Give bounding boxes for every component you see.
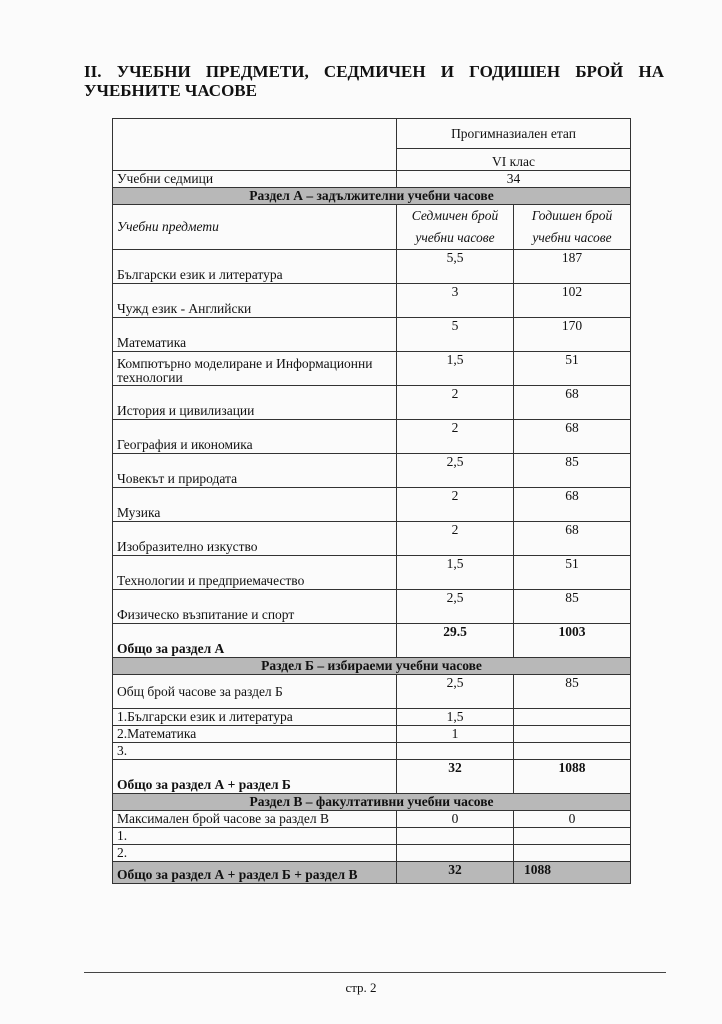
- total-abc-row: [113, 862, 631, 884]
- b-item-weekly: [397, 743, 514, 760]
- subject-name: Човекът и природата: [113, 454, 397, 488]
- subject-weekly: 5: [397, 318, 514, 352]
- table-row: [113, 454, 631, 488]
- table-row: [113, 522, 631, 556]
- column-header-row: [113, 205, 631, 250]
- total-abc-label: Общо за раздел А + раздел Б + раздел В: [113, 862, 397, 884]
- subject-weekly: 2: [397, 420, 514, 454]
- subject-weekly: 5,5: [397, 250, 514, 284]
- subject-weekly: 3: [397, 284, 514, 318]
- total-abc-weekly: 32: [397, 862, 514, 884]
- table-row: [113, 743, 631, 760]
- b-item-name: 2.Математика: [113, 726, 397, 743]
- subject-name: Технологии и предприемачество: [113, 556, 397, 590]
- subject-weekly: 2,5: [397, 454, 514, 488]
- subject-annual: 51: [514, 556, 631, 590]
- total-b-hours-weekly: 2,5: [397, 675, 514, 709]
- table-row: [113, 488, 631, 522]
- empty-cell: [397, 828, 514, 845]
- heading-line-1: II. УЧЕБНИ ПРЕДМЕТИ, СЕДМИЧЕН И ГОДИШЕН БРОЙ НА: [84, 62, 664, 81]
- section-b-title: Раздел Б – избираеми учебни часове: [113, 658, 631, 675]
- col-weekly-header: Седмичен брой учебни часове: [397, 205, 514, 250]
- subject-weekly: 2: [397, 488, 514, 522]
- section-a-row: [113, 188, 631, 205]
- c-item-name: 1.: [113, 828, 397, 845]
- col-subjects-header: Учебни предмети: [113, 205, 397, 250]
- subject-name: Изобразително изкуство: [113, 522, 397, 556]
- total-a-label: Общо за раздел А: [113, 624, 397, 658]
- total-ab-row: [113, 760, 631, 794]
- empty-cell: [514, 828, 631, 845]
- subject-weekly: 2: [397, 386, 514, 420]
- table-row: [113, 250, 631, 284]
- subject-name: Математика: [113, 318, 397, 352]
- b-item-annual: [514, 709, 631, 726]
- table-row: [113, 726, 631, 743]
- subject-weekly: 2,5: [397, 590, 514, 624]
- table-row: [113, 284, 631, 318]
- section-c-title: Раздел В – факултативни учебни часове: [113, 794, 631, 811]
- subject-name: География и икономика: [113, 420, 397, 454]
- subject-annual: 85: [514, 590, 631, 624]
- subject-name: Чужд език - Английски: [113, 284, 397, 318]
- curriculum-table: [112, 118, 631, 884]
- subject-annual: 51: [514, 352, 631, 386]
- subject-name: Български език и литература: [113, 250, 397, 284]
- subject-name: Музика: [113, 488, 397, 522]
- table-row: [113, 420, 631, 454]
- total-ab-label: Общо за раздел А + раздел Б: [113, 760, 397, 794]
- col-annual-header: Годишен брой учебни часове: [514, 205, 631, 250]
- total-a-weekly: 29.5: [397, 624, 514, 658]
- subject-annual: 187: [514, 250, 631, 284]
- b-item-weekly: 1,5: [397, 709, 514, 726]
- subject-weekly: 2: [397, 522, 514, 556]
- page-number: стр. 2: [345, 980, 377, 995]
- c-item-name: 2.: [113, 845, 397, 862]
- max-c-weekly: 0: [397, 811, 514, 828]
- empty-header-cell: [113, 119, 397, 171]
- weeks-label: Учебни седмици: [113, 171, 397, 188]
- b-item-name: 3.: [113, 743, 397, 760]
- weeks-value: 34: [397, 171, 631, 188]
- total-b-hours-label: Общ брой часове за раздел Б: [113, 675, 397, 709]
- table-row: [113, 828, 631, 845]
- b-item-annual: [514, 726, 631, 743]
- section-a-title: Раздел А – задължителни учебни часове: [113, 188, 631, 205]
- max-c-row: [113, 811, 631, 828]
- total-a-row: [113, 624, 631, 658]
- subject-annual: 68: [514, 420, 631, 454]
- subject-annual: 68: [514, 522, 631, 556]
- section-c-row: [113, 794, 631, 811]
- total-ab-weekly: 32: [397, 760, 514, 794]
- subject-annual: 68: [514, 386, 631, 420]
- table-row-stage: [113, 119, 631, 149]
- max-c-annual: 0: [514, 811, 631, 828]
- table-row-weeks: [113, 171, 631, 188]
- subject-annual: 85: [514, 454, 631, 488]
- b-item-weekly: 1: [397, 726, 514, 743]
- table-row: [113, 386, 631, 420]
- table-row: [113, 556, 631, 590]
- subject-annual: 170: [514, 318, 631, 352]
- subject-annual: 68: [514, 488, 631, 522]
- table-row: [113, 318, 631, 352]
- table-row: [113, 352, 631, 386]
- empty-cell: [397, 845, 514, 862]
- table-row: [113, 709, 631, 726]
- table-row: [113, 590, 631, 624]
- stage-cell: Прогимназиален етап: [397, 119, 631, 149]
- total-b-hours-row: [113, 675, 631, 709]
- total-b-hours-annual: 85: [514, 675, 631, 709]
- subject-name: Компютърно моделиране и Информационни технологии: [113, 352, 397, 386]
- heading-line-2: УЧЕБНИТЕ ЧАСОВЕ: [84, 81, 257, 100]
- footer-divider: [84, 972, 666, 973]
- table-row: [113, 845, 631, 862]
- subject-name: История и цивилизации: [113, 386, 397, 420]
- total-a-annual: 1003: [514, 624, 631, 658]
- subject-weekly: 1,5: [397, 352, 514, 386]
- subject-annual: 102: [514, 284, 631, 318]
- b-item-name: 1.Български език и литература: [113, 709, 397, 726]
- max-c-label: Максимален брой часове за раздел В: [113, 811, 397, 828]
- section-heading: [84, 62, 664, 100]
- total-abc-annual: 1088: [514, 862, 631, 884]
- total-ab-annual: 1088: [514, 760, 631, 794]
- section-b-row: [113, 658, 631, 675]
- subject-weekly: 1,5: [397, 556, 514, 590]
- b-item-annual: [514, 743, 631, 760]
- subject-name: Физическо възпитание и спорт: [113, 590, 397, 624]
- grade-cell: VI клас: [397, 149, 631, 171]
- empty-cell: [514, 845, 631, 862]
